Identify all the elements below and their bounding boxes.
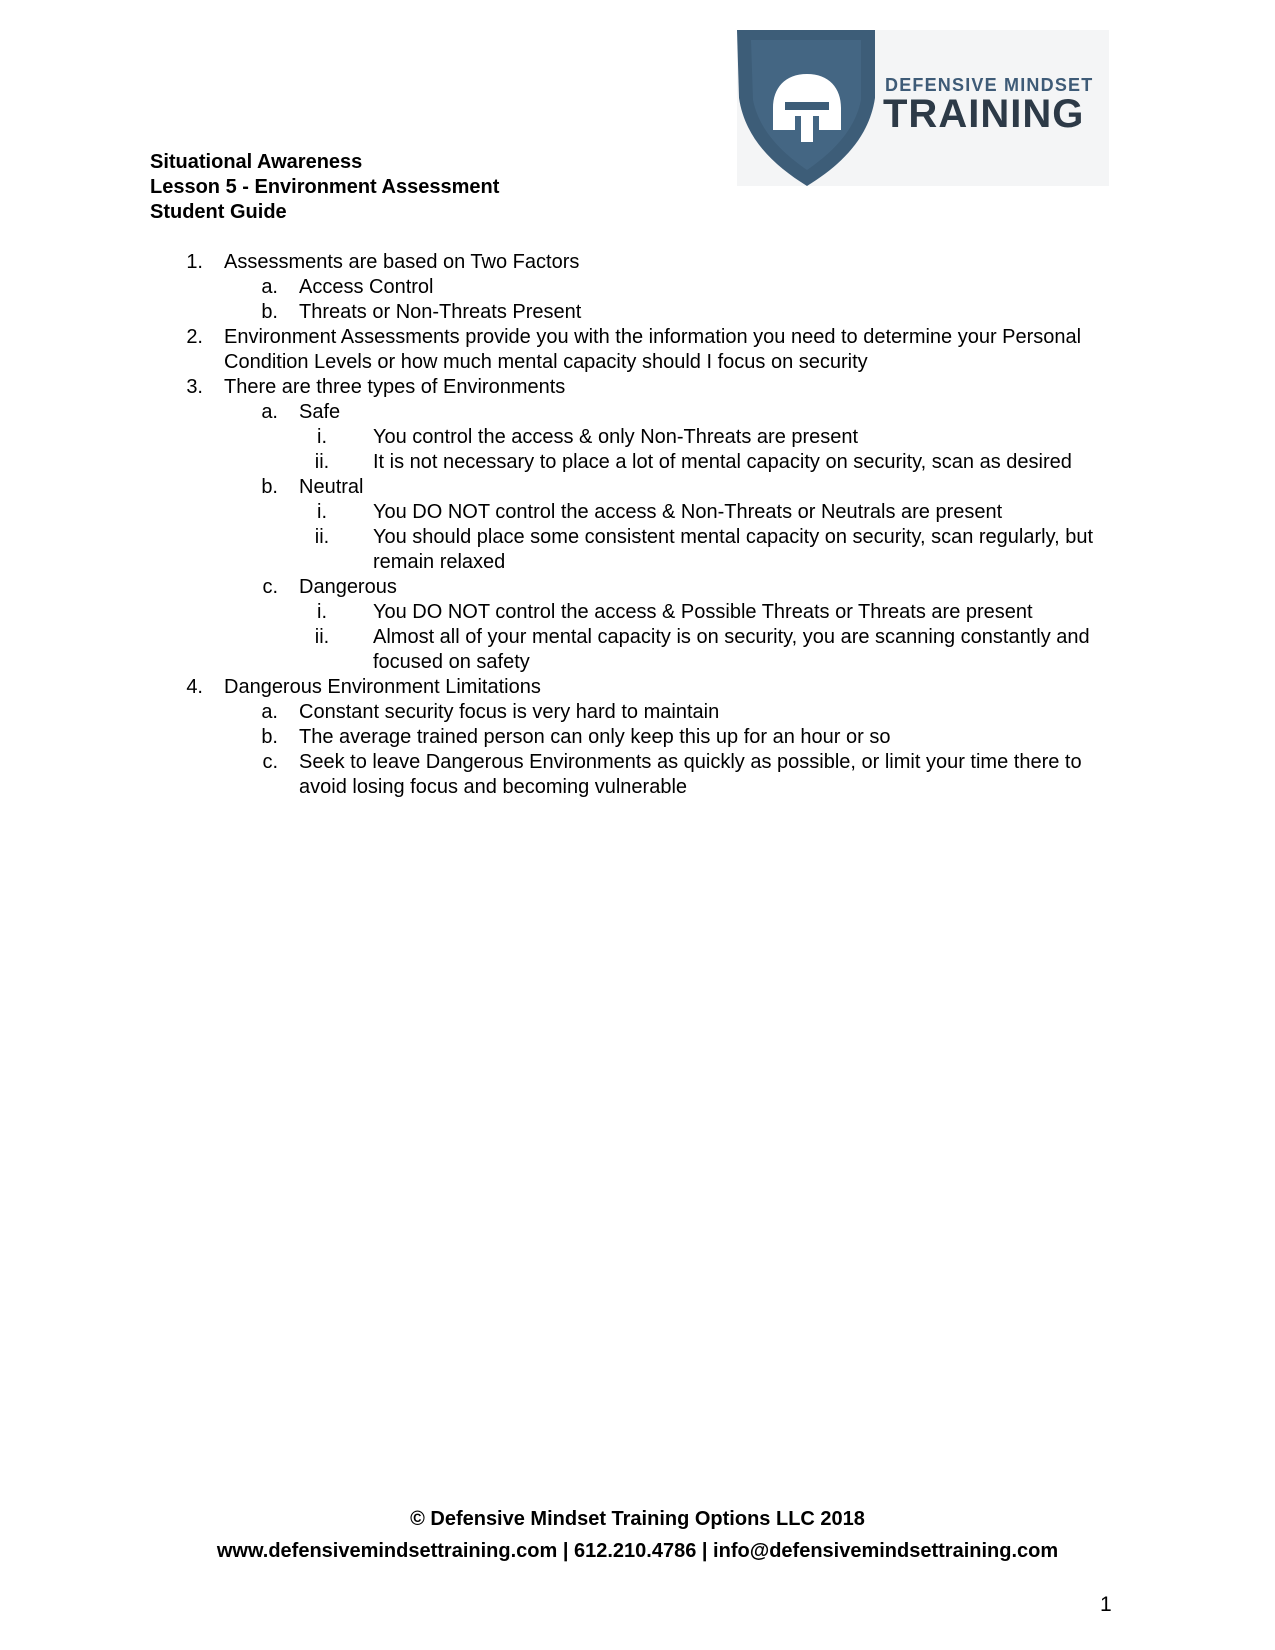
outline-marker: a. [261,276,278,298]
outline-item-level-3 [150,525,1130,575]
outline-item-level-2 [150,725,1130,750]
outline-marker: i. [317,601,327,623]
outline-item-level-3 [150,450,1130,475]
outline-text: Dangerous Environment Limitations [224,676,541,698]
outline-marker: 3. [186,376,203,398]
outline-item-level-3 [150,500,1130,525]
logo-line1: DEFENSIVE MINDSET [885,75,1094,95]
lesson-title: Lesson 5 - Environment Assessment [150,176,500,198]
outline-item-level-1 [150,325,1130,375]
company-logo [737,30,1109,186]
outline-marker: 2. [186,326,203,348]
outline-text: You DO NOT control the access & Non-Threats or Neutrals are present [373,501,1003,523]
outline-text: Seek to leave Dangerous Environments as quickly as possible, or limit your time there to avoid losing focus and becoming vulnerable [299,751,1082,798]
outline-text: Almost all of your mental capacity is on security, you are scanning constantly and focused on safety [373,626,1090,673]
outline-item-level-2 [150,750,1130,800]
outline-item-level-2 [150,575,1130,600]
outline-text: Dangerous [299,576,397,598]
outline-text: Access Control [299,276,434,298]
shield-helmet-logo-icon [737,30,1109,186]
outline-marker: b. [261,476,278,498]
outline-item-level-3 [150,425,1130,450]
outline-item-level-2 [150,275,1130,300]
outline-text: Threats or Non-Threats Present [299,301,582,323]
outline-marker: a. [261,701,278,723]
outline-item-level-1 [150,675,1130,700]
logo-line2: TRAINING [883,92,1085,136]
document-heading [150,150,499,225]
outline-item-level-2 [150,400,1130,425]
outline-text: Safe [299,401,341,423]
outline-item-level-1 [150,250,1130,275]
outline-text: You DO NOT control the access & Possible Threats or Threats are present [373,601,1033,623]
outline-text: You should place some consistent mental capacity on security, scan regularly, but remain relaxed [373,526,1094,573]
outline-marker: ii. [314,526,330,548]
footer-contact: www.defensivemindsettraining.com | 612.210.4786 | info@defensivemindsettraining.com [216,1540,1059,1562]
outline-marker: ii. [314,451,330,473]
outline-text: It is not necessary to place a lot of mental capacity on security, scan as desired [373,451,1072,473]
outline-text: You control the access & only Non-Threats are present [373,426,859,448]
outline-text: Neutral [299,476,364,498]
outline-item-level-2 [150,700,1130,725]
course-title: Situational Awareness [150,151,363,173]
outline-marker: ii. [314,626,330,648]
page-number: 1 [1100,1593,1112,1616]
outline-marker: b. [261,301,278,323]
outline-item-level-2 [150,300,1130,325]
outline-marker: i. [317,501,327,523]
outline-marker: 1. [186,251,203,273]
outline-marker: 4. [186,676,203,698]
outline-text: The average trained person can only keep this up for an hour or so [299,726,891,748]
outline-marker: i. [317,426,327,448]
outline-item-level-1 [150,375,1130,400]
outline-marker: a. [261,401,278,423]
outline-marker: c. [262,576,278,598]
outline-item-level-3 [150,600,1130,625]
outline-text: Environment Assessments provide you with the information you need to determine your Personal Condition Levels or how much mental capacity should I focus on security [224,326,1082,373]
outline-text: Constant security focus is very hard to maintain [299,701,720,723]
outline-item-level-2 [150,475,1130,500]
outline-marker: c. [262,751,278,773]
outline-item-level-3 [150,625,1130,675]
outline-marker: b. [261,726,278,748]
guide-subtitle: Student Guide [150,201,287,223]
outline-text: There are three types of Environments [224,376,566,398]
footer-copyright: © Defensive Mindset Training Options LLC 2018 [410,1508,865,1530]
lesson-outline [150,250,1130,800]
outline-text: Assessments are based on Two Factors [224,251,580,273]
